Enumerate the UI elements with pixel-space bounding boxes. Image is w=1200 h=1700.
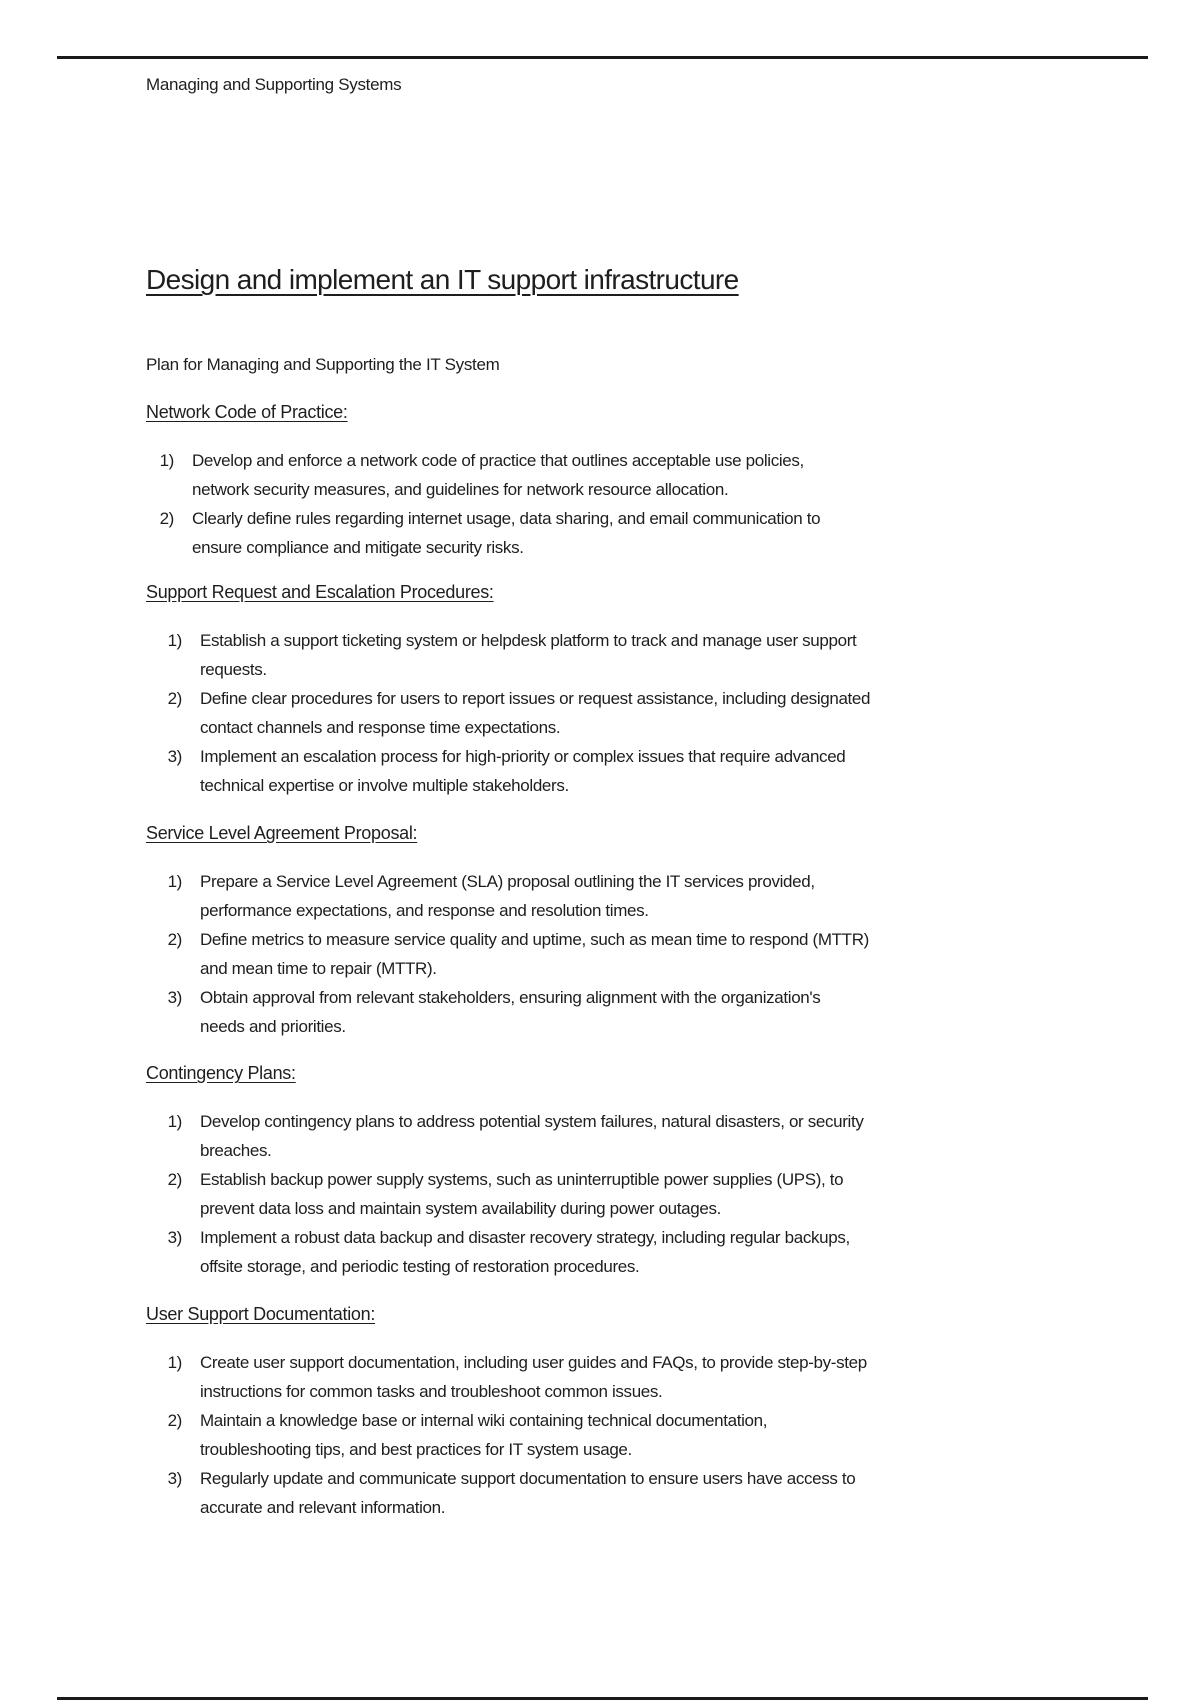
list-number: 2) — [159, 509, 174, 528]
text-line: performance expectations, and response and resolution times. — [200, 901, 649, 920]
text-line: accurate and relevant information. — [200, 1498, 446, 1517]
section — [146, 580, 1106, 800]
list-item — [146, 626, 1106, 684]
list-item — [146, 983, 1106, 1041]
text-line: requests. — [200, 660, 267, 679]
list-item-text — [182, 684, 870, 742]
section-heading: User Support Documentation: — [146, 1304, 376, 1324]
list-item — [146, 867, 1106, 925]
list-item — [146, 742, 1106, 800]
list-item — [146, 1464, 1106, 1522]
list-item-text — [182, 1165, 843, 1223]
section-heading: Contingency Plans: — [146, 1063, 296, 1083]
text-line: ensure compliance and mitigate security risks. — [192, 538, 524, 557]
text-line: Develop and enforce a network code of practice that outlines acceptable use policies, — [192, 451, 804, 470]
numbered-list — [146, 446, 1106, 562]
list-item-text — [182, 1464, 855, 1522]
list-number: 1) — [167, 872, 182, 891]
list-number: 3) — [167, 988, 182, 1007]
text-line: technical expertise or involve multiple stakeholders. — [200, 776, 569, 795]
list-item-text — [182, 983, 820, 1041]
list-item — [146, 1406, 1106, 1464]
list-number: 2) — [167, 1170, 182, 1189]
text-line: Create user support documentation, including user guides and FAQs, to provide step-by-step — [200, 1353, 867, 1372]
list-item-text — [182, 867, 815, 925]
list-item-text — [182, 1348, 867, 1406]
list-item — [146, 925, 1106, 983]
numbered-list — [146, 626, 1106, 800]
text-line: needs and priorities. — [200, 1017, 346, 1036]
text-line: Establish backup power supply systems, such as uninterruptible power supplies (UPS), to — [200, 1170, 844, 1189]
list-number: 2) — [167, 689, 182, 708]
text-line: and mean time to repair (MTTR). — [200, 959, 437, 978]
text-line: Establish a support ticketing system or helpdesk platform to track and manage user support — [200, 631, 857, 650]
section — [146, 1302, 1106, 1522]
numbered-list — [146, 1348, 1106, 1522]
text-line: Implement an escalation process for high-priority or complex issues that require advanced — [200, 747, 846, 766]
list-item-text — [182, 1107, 864, 1165]
list-item — [146, 1223, 1106, 1281]
list-item-text — [182, 1223, 850, 1281]
text-line: Define metrics to measure service quality and uptime, such as mean time to respond (MTTR) — [200, 930, 869, 949]
section-heading: Support Request and Escalation Procedures: — [146, 582, 494, 602]
list-number: 2) — [167, 1411, 182, 1430]
section — [146, 821, 1106, 1041]
list-item-text — [174, 504, 820, 562]
text-line: offsite storage, and periodic testing of restoration procedures. — [200, 1257, 640, 1276]
numbered-list — [146, 1107, 1106, 1281]
list-item — [146, 1348, 1106, 1406]
list-item-text — [182, 1406, 767, 1464]
list-item — [146, 1107, 1106, 1165]
list-item — [146, 446, 1106, 504]
list-item — [146, 504, 1106, 562]
list-number: 2) — [167, 930, 182, 949]
section-heading: Service Level Agreement Proposal: — [146, 823, 418, 843]
text-line: instructions for common tasks and troubleshoot common issues. — [200, 1382, 663, 1401]
text-line: Implement a robust data backup and disaster recovery strategy, including regular backups, — [200, 1228, 850, 1247]
list-number: 1) — [167, 631, 182, 650]
list-number: 1) — [167, 1112, 182, 1131]
text-line: prevent data loss and maintain system availability during power outages. — [200, 1199, 721, 1218]
running-header: Managing and Supporting Systems — [146, 75, 402, 94]
list-item-text — [182, 925, 869, 983]
text-line: contact channels and response time expectations. — [200, 718, 561, 737]
text-line: Regularly update and communicate support documentation to ensure users have access to — [200, 1469, 856, 1488]
list-item — [146, 684, 1106, 742]
text-line: troubleshooting tips, and best practices for IT system usage. — [200, 1440, 632, 1459]
header-rule — [57, 56, 1148, 59]
text-line: Prepare a Service Level Agreement (SLA) proposal outlining the IT services provided, — [200, 872, 815, 891]
intro-text: Plan for Managing and Supporting the IT System — [146, 355, 500, 374]
text-line: Clearly define rules regarding internet usage, data sharing, and email communication to — [192, 509, 821, 528]
list-number: 3) — [167, 1469, 182, 1488]
numbered-list — [146, 867, 1106, 1041]
list-item-text — [182, 626, 856, 684]
text-line: network security measures, and guidelines for network resource allocation. — [192, 480, 729, 499]
list-item-text — [174, 446, 804, 504]
text-line: Develop contingency plans to address potential system failures, natural disasters, or security — [200, 1112, 864, 1131]
list-number: 3) — [167, 747, 182, 766]
text-line: Obtain approval from relevant stakeholders, ensuring alignment with the organization's — [200, 988, 821, 1007]
text-line: breaches. — [200, 1141, 272, 1160]
text-line: Maintain a knowledge base or internal wiki containing technical documentation, — [200, 1411, 768, 1430]
section — [146, 400, 1106, 562]
section — [146, 1061, 1106, 1281]
list-number: 3) — [167, 1228, 182, 1247]
list-number: 1) — [167, 1353, 182, 1372]
page-title: Design and implement an IT support infrastructure — [146, 264, 739, 295]
list-item — [146, 1165, 1106, 1223]
list-number: 1) — [159, 451, 174, 470]
section-heading: Network Code of Practice: — [146, 402, 348, 422]
text-line: Define clear procedures for users to report issues or request assistance, including designated — [200, 689, 871, 708]
list-item-text — [182, 742, 845, 800]
